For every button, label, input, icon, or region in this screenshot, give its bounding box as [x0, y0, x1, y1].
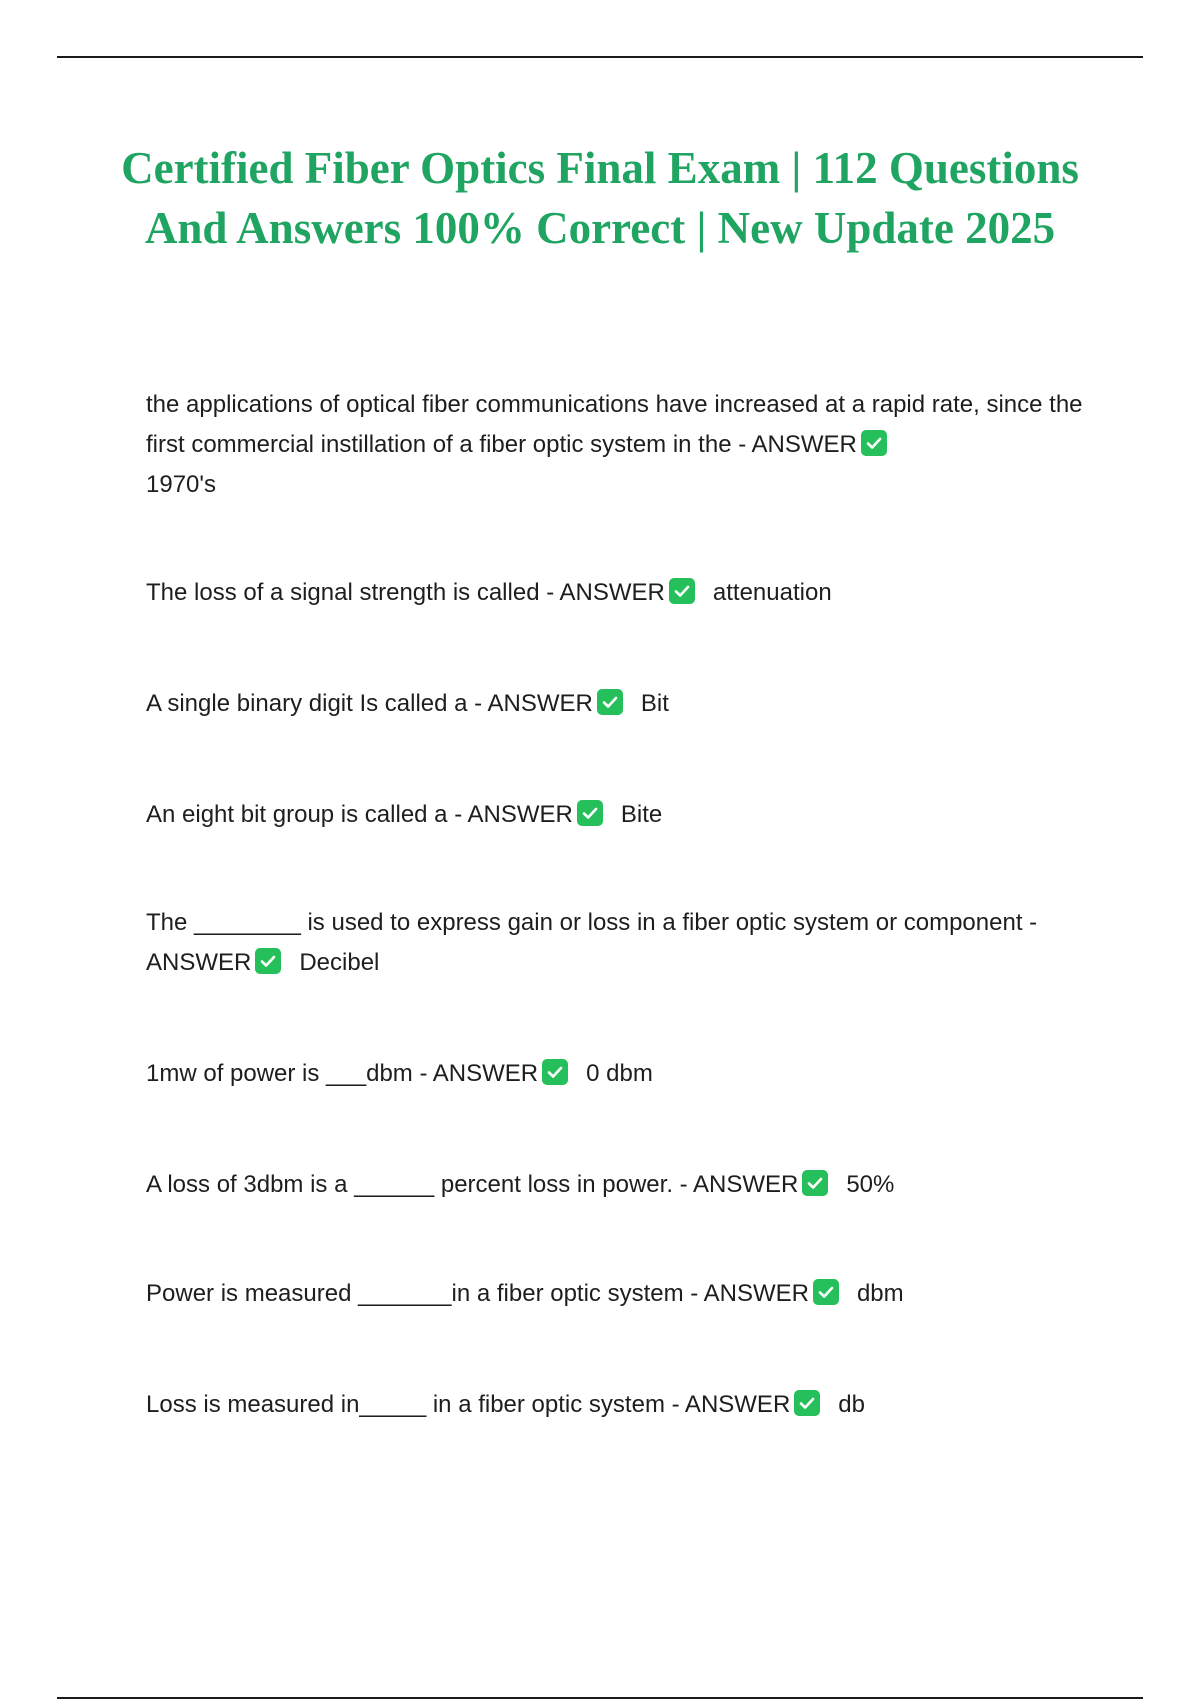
answer-text: Bit: [640, 690, 669, 717]
qa-item-2: [146, 573, 1086, 613]
check-box-icon: [542, 1059, 568, 1085]
answer-text: Decibel: [299, 949, 380, 976]
check-box-icon: [577, 800, 603, 826]
question-text: The ________ is used to express gain or loss in a fiber optic system or component - ANSWER: [146, 909, 1038, 976]
answer-text: Bite: [620, 801, 663, 828]
qa-item-5: [146, 903, 1086, 983]
top-divider: [57, 56, 1143, 58]
question-text: Power is measured _______in a fiber optic system - ANSWER: [146, 1280, 809, 1307]
bottom-divider: [57, 1697, 1143, 1699]
question-text: Loss is measured in_____ in a fiber optic system - ANSWER: [146, 1391, 791, 1418]
answer-text: dbm: [856, 1280, 904, 1307]
qa-item-8: [146, 1274, 1086, 1314]
qa-item-7: [146, 1165, 1086, 1205]
check-box-icon: [597, 689, 623, 715]
question-text: A loss of 3dbm is a ______ percent loss in power. - ANSWER: [146, 1171, 799, 1198]
check-box-icon: [802, 1170, 828, 1196]
qa-item-1: [146, 385, 1086, 505]
qa-item-6: [146, 1054, 1086, 1094]
answer-text: db: [838, 1391, 865, 1418]
qa-item-9: [146, 1385, 1086, 1425]
check-box-icon: [669, 578, 695, 604]
question-text: A single binary digit Is called a - ANSWER: [146, 690, 593, 717]
answer-text: 1970's: [146, 471, 216, 498]
question-text: An eight bit group is called a - ANSWER: [146, 801, 573, 828]
answer-text: attenuation: [712, 579, 832, 606]
check-box-icon: [861, 430, 887, 456]
qa-item-3: [146, 684, 1086, 724]
answer-text: 0 dbm: [586, 1060, 653, 1087]
document-title: Certified Fiber Optics Final Exam | 112 Questions And Answers 100% Correct | New Update 2025: [121, 143, 1079, 253]
answer-text: 50%: [846, 1171, 895, 1198]
question-text: 1mw of power is ___dbm - ANSWER: [146, 1060, 539, 1087]
question-text: The loss of a signal strength is called - ANSWER: [146, 579, 665, 606]
check-box-icon: [255, 948, 281, 974]
question-text: the applications of optical fiber communications have increased at a rapid rate, since the first commercial instillation of a fiber optic system in the - ANSWER: [146, 391, 1083, 458]
check-box-icon: [794, 1390, 820, 1416]
check-box-icon: [813, 1279, 839, 1305]
qa-item-4: [146, 795, 1086, 835]
